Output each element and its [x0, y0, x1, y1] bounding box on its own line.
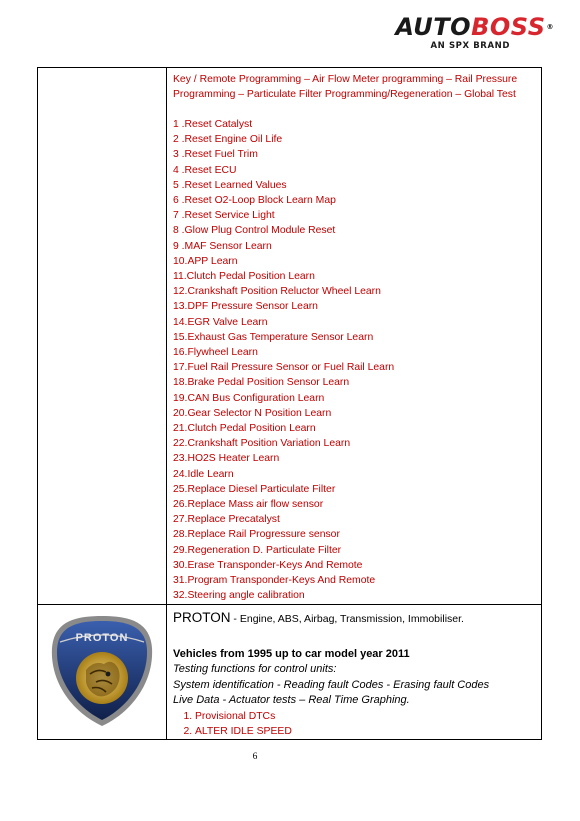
functions-cell: [167, 68, 542, 605]
function-list-item: 31.Program Transponder-Keys And Remote: [173, 575, 376, 587]
function-list-item: 13.DPF Pressure Sensor Learn: [173, 301, 318, 313]
function-list-item: 2 .Reset Engine Oil Life: [173, 134, 283, 146]
table-row: [38, 68, 542, 605]
proton-title: [173, 611, 535, 626]
function-list-item: 21.Clutch Pedal Position Learn: [173, 423, 316, 435]
function-list-item: 14.EGR Valve Learn: [173, 316, 268, 328]
function-list-item: 18.Brake Pedal Position Sensor Learn: [173, 377, 350, 389]
proton-function-item: 2. ALTER IDLE SPEED: [195, 724, 535, 739]
functions-line-2: Live Data - Actuator tests – Real Time Graphing.: [173, 694, 410, 706]
proton-logo-text: PROTON: [75, 632, 129, 644]
function-list-item: 9 .MAF Sensor Learn: [173, 240, 272, 252]
proton-systems: - Engine, ABS, Airbag, Transmission, Immobiliser.: [230, 613, 464, 625]
functions-intro: Key / Remote Programming – Air Flow Meter programming – Rail Pressure Programming – Particulate Filter Programming/Regeneration – Global Test: [173, 74, 518, 100]
logo-part-auto: AUTO: [395, 13, 472, 41]
function-list-item: 23.HO2S Heater Learn: [173, 453, 280, 465]
function-list-item: 19.CAN Bus Configuration Learn: [173, 392, 325, 404]
function-list-item: 10.APP Learn: [173, 255, 238, 267]
proton-logo-cell: [38, 605, 167, 740]
function-list-item: 17.Fuel Rail Pressure Sensor or Fuel Rail Learn: [173, 362, 395, 374]
function-list-item: 3 .Reset Fuel Trim: [173, 149, 258, 161]
function-list-item: 7 .Reset Service Light: [173, 210, 275, 222]
function-list-item: 32.Steering angle calibration: [173, 590, 305, 602]
proton-brand: PROTON: [173, 610, 231, 625]
logo-part-boss: BOSS: [471, 13, 546, 41]
function-list-item: 16.Flywheel Learn: [173, 347, 258, 359]
content-table: [37, 67, 542, 740]
functions-list: [173, 117, 535, 604]
proton-emblem: [46, 612, 158, 730]
function-list-item: 27.Replace Precatalyst: [173, 514, 280, 526]
function-list-item: 8 .Glow Plug Control Module Reset: [173, 225, 336, 237]
function-list-item: 12.Crankshaft Position Reluctor Wheel Learn: [173, 286, 381, 298]
proton-cell: [167, 605, 542, 740]
function-list-item: 29.Regeneration D. Particulate Filter: [173, 544, 342, 556]
autoboss-logo: [395, 14, 554, 51]
testing-label: Testing functions for control units:: [173, 663, 337, 675]
function-list-item: 5 .Reset Learned Values: [173, 179, 287, 191]
proton-functions-list: [173, 709, 535, 739]
function-list-item: 25.Replace Diesel Particulate Filter: [173, 483, 336, 495]
function-list-item: 15.Exhaust Gas Temperature Sensor Learn: [173, 331, 374, 343]
proton-function-item: 1. Provisional DTCs: [195, 709, 535, 724]
logo-registered-mark: ®: [546, 23, 554, 31]
function-list-item: 30.Erase Transponder-Keys And Remote: [173, 559, 363, 571]
function-list-item: 6 .Reset O2-Loop Block Learn Map: [173, 195, 336, 207]
logo-subtitle: AN SPX BRAND: [430, 41, 510, 51]
empty-logo-cell: [38, 68, 167, 605]
function-list-item: 28.Replace Rail Progressure sensor: [173, 529, 340, 541]
page-number: 6: [252, 752, 258, 762]
function-list-item: 11.Clutch Pedal Position Learn: [173, 271, 315, 283]
table-row: [38, 605, 542, 740]
vehicles-range: Vehicles from 1995 up to car model year 2011: [173, 648, 410, 660]
function-list-item: 26.Replace Mass air flow sensor: [173, 499, 324, 511]
functions-line-1: System identification - Reading fault Codes - Erasing fault Codes: [173, 678, 490, 691]
function-list-item: 20.Gear Selector N Position Learn: [173, 407, 332, 419]
autoboss-wordmark: [395, 14, 554, 40]
function-list-item: 4 .Reset ECU: [173, 164, 237, 176]
function-list-item: 24.Idle Learn: [173, 468, 234, 480]
function-list-item: 1 .Reset Catalyst: [173, 119, 253, 130]
function-list-item: 22.Crankshaft Position Variation Learn: [173, 438, 351, 450]
